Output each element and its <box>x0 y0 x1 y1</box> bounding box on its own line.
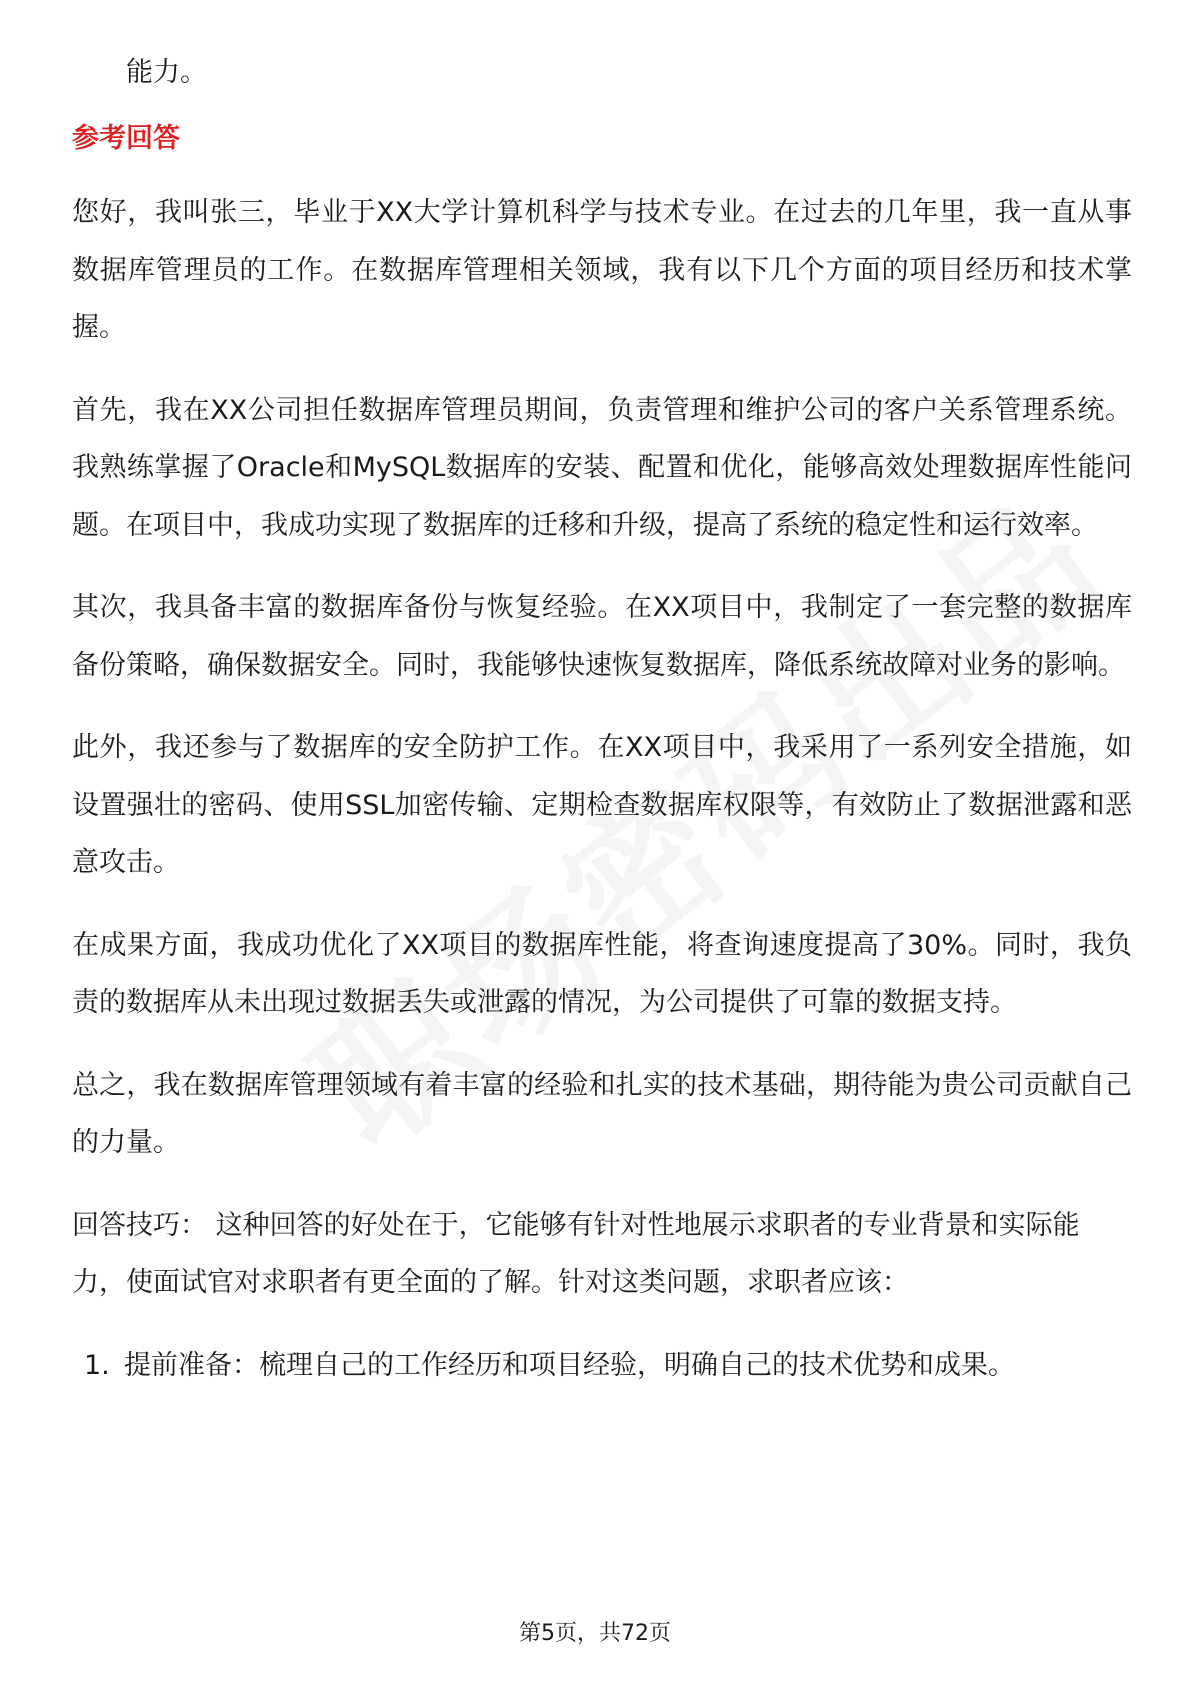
section-title: 参考回答 <box>72 123 180 154</box>
list-item-text: 提前准备：梳理自己的工作经历和项目经验，明确自己的技术优势和成果。 <box>124 1349 1015 1381</box>
answer-paragraph-first: 首先，我在XX公司担任数据库管理员期间，负责管理和维护公司的客户关系管理系统。我熟练掌握了Oracle和MySQL数据库的安装、配置和优化，能够高效处理数据库性能问题。在项目中，我成功实现了数据库的迁移和升级，提高了系统的稳定性和运行效率。 <box>72 394 1132 541</box>
answer-paragraph-intro: 您好，我叫张三，毕业于XX大学计算机科学与技术专业。在过去的几年里，我一直从事数据库管理员的工作。在数据库管理相关领域，我有以下几个方面的项目经历和技术掌握。 <box>72 197 1132 343</box>
tips-list <box>72 1337 1132 1395</box>
answer-paragraph-security: 此外，我还参与了数据库的安全防护工作。在XX项目中，我采用了一系列安全措施，如设置强壮的密码、使用SSL加密传输、定期检查数据库权限等，有效防止了数据泄露和恶意攻击。 <box>72 732 1132 878</box>
list-item <box>72 1337 1132 1395</box>
answer-paragraph-summary: 总之，我在数据库管理领域有着丰富的经验和扎实的技术基础，期待能为贵公司贡献自己的力量。 <box>72 1069 1132 1158</box>
list-item-number: 1. <box>84 1349 110 1381</box>
answer-tips-paragraph: 回答技巧： 这种回答的好处在于，它能够有针对性地展示求职者的专业背景和实际能力，使面试官对求职者有更全面的了解。针对这类问题，求职者应该： <box>72 1209 1080 1298</box>
answer-paragraph-results: 在成果方面，我成功优化了XX项目的数据库性能，将查询速度提高了30%。同时，我负责的数据库从未出现过数据丢失或泄露的情况，为公司提供了可靠的数据支持。 <box>72 929 1132 1018</box>
document-content <box>72 44 1132 1395</box>
continued-text-line: 能力。 <box>126 57 207 88</box>
answer-paragraph-second: 其次，我具备丰富的数据库备份与恢复经验。在XX项目中，我制定了一套完整的数据库备份策略，确保数据安全。同时，我能够快速恢复数据库，降低系统故障对业务的影响。 <box>72 592 1132 681</box>
page-footer: 第5页，共72页 <box>519 1621 671 1646</box>
